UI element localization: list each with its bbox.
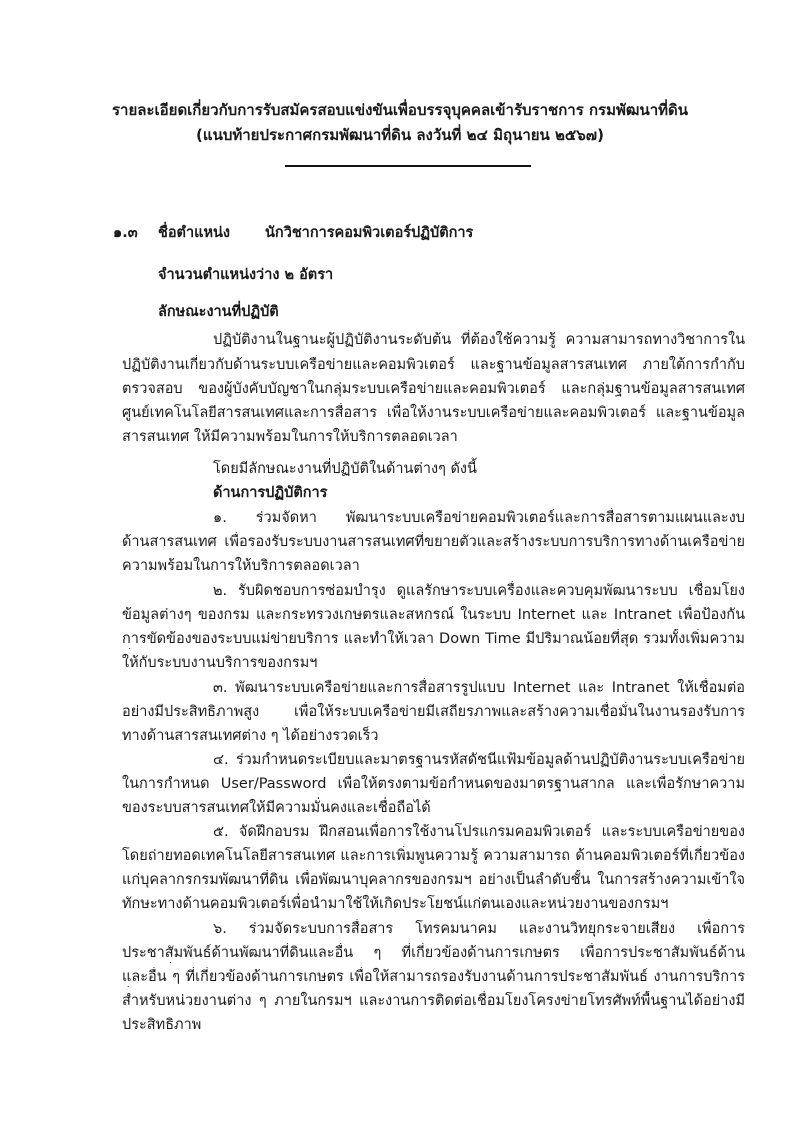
text-line: ความพร้อมในการให้บริการตลอดเวลา xyxy=(122,558,360,574)
section-heading: ด้านการปฏิบัติการ xyxy=(213,485,328,501)
position-label: ชื่อตำแหน่ง xyxy=(158,225,231,241)
text-line: ทางด้านสารสนเทศต่าง ๆ ได้อย่างรวดเร็ว xyxy=(122,728,379,744)
text-line: ๔. ร่วมกำหนดระเบียบและมาตรฐานรหัสดัชนีแฟ้มข้อมูลด้านปฏิบัติงานระบบเครือข่าย xyxy=(213,752,745,768)
vacancy-count: จำนวนตำแหน่งว่าง ๒ อัตรา xyxy=(158,267,334,283)
text-line: ปฏิบัติงานเกี่ยวกับด้านระบบเครือข่ายและคอมพิวเตอร์ และฐานข้อมูลสารสนเทศ ภายใต้การกำกับ xyxy=(122,357,745,373)
text-line: แก่บุคลากรกรมพัฒนาที่ดิน เพื่อพัฒนาบุคลากรของกรมฯ อย่างเป็นลำดับชั้น ในการสร้างความเข้าใจ xyxy=(122,872,745,888)
text-line: สารสนเทศ ให้มีความพร้อมในการให้บริการตลอดเวลา xyxy=(122,429,458,445)
text-line: ประชาสัมพันธ์ด้านพัฒนาที่ดินและอื่น ๆ ที่เกี่ยวข้องด้านการเกษตร เพื่อการประชาสัมพันธ์ด้าน xyxy=(122,945,745,961)
text-line: ตรวจสอบ ของผู้บังคับบัญชาในกลุ่มระบบเครือข่ายและคอมพิวเตอร์ และกลุ่มฐานข้อมูลสารสนเทศ xyxy=(122,381,745,397)
duties-by-line: โดยมีลักษณะงานที่ปฏิบัติในด้านต่างๆ ดังนี้ xyxy=(213,461,477,477)
text-line: ข้อมูลต่างๆ ของกรม และกระทรวงเกษตรและสหกรณ์ ในระบบ Internet และ Intranet เพื่อป้องกัน xyxy=(122,607,745,623)
text-line: ทักษะทางด้านคอมพิวเตอร์เพื่อนำมาใช้ให้เกิดประโยชน์แก่ตนเองและหน่วยงานของกรมฯ xyxy=(122,896,669,912)
text-line: และอื่น ๆ ที่เกี่ยวข้องด้านการเกษตร เพื่อให้สามารถรองรับงานด้านการประชาสัมพันธ์ งานการบริการ xyxy=(122,969,745,985)
text-line: ศูนย์เทคโนโลยีสารสนเทศและการสื่อสาร เพื่อให้งานระบบเครือข่ายและคอมพิวเตอร์ และฐานข้อมูล xyxy=(122,405,745,421)
text-line: โดยถ่ายทอดเทคโนโลยีสารสนเทศ และการเพิ่มพูนความรู้ ความสามารถ ด้านคอมพิวเตอร์ที่เกี่ยวข้อง xyxy=(122,848,745,864)
text-line: สำหรับหน่วยงานต่าง ๆ ภายในกรมฯ และงานการติดต่อเชื่อมโยงโครงข่ายโทรศัพท์พื้นฐานได้อย่างมี xyxy=(122,993,745,1009)
text-line: ๕. จัดฝึกอบรม ฝึกสอนเพื่อการใช้งานโปรแกรมคอมพิวเตอร์ และระบบเครือข่ายของ xyxy=(213,824,745,840)
text-line: ปฏิบัติงานในฐานะผู้ปฏิบัติงานระดับต้น ที่ต้องใช้ความรู้ ความสามารถทางวิชาการใน xyxy=(213,332,745,348)
title-divider xyxy=(285,165,531,167)
document-subtitle: (แนบท้ายประกาศกรมพัฒนาที่ดิน ลงวันที่ ๒๔ มิถุนายน ๒๕๖๗) xyxy=(196,126,604,144)
document-title: รายละเอียดเกี่ยวกับการรับสมัครสอบแข่งขันเพื่อบรรจุบุคคลเข้ารับราชการ กรมพัฒนาที่ดิน xyxy=(112,101,688,119)
text-line: ๖. ร่วมจัดระบบการสื่อสาร โทรคมนาคม และงานวิทยุกระจายเสียง เพื่อการ xyxy=(213,921,745,937)
text-line: ๓. พัฒนาระบบเครือข่ายและการสื่อสารรูปแบบ Internet และ Intranet ให้เชื่อมต่อ xyxy=(213,680,745,696)
text-line: อย่างมีประสิทธิภาพสูง เพื่อให้ระบบเครือข่ายมีเสถียรภาพและสร้างความเชื่อมั่นในงานรองรับการ xyxy=(122,704,745,720)
text-line: ด้านสารสนเทศ เพื่อรองรับระบบงานสารสนเทศที่ขยายตัวและสร้างระบบการบริการทางด้านเครือข่าย xyxy=(122,534,745,550)
position-number: ๑.๓ xyxy=(113,225,138,241)
position-title: นักวิชาการคอมพิวเตอร์ปฏิบัติการ xyxy=(265,225,474,241)
text-line: การขัดข้องของระบบแม่ข่ายบริการ และทำให้เวลา Down Time มีปริมาณน้อยที่สุด รวมทั้งเพิ่มความ xyxy=(122,631,745,647)
duties-heading: ลักษณะงานที่ปฏิบัติ xyxy=(158,304,279,320)
text-line: ของระบบสารสนเทศให้มีความมั่นคงและเชื่อถือได้ xyxy=(122,800,431,816)
text-line: ประสิทธิภาพ xyxy=(122,1017,202,1033)
text-line: ให้กับระบบงานบริการของกรมฯ xyxy=(122,655,318,671)
text-line: ๑. ร่วมจัดหา พัฒนาระบบเครือข่ายคอมพิวเตอร์และการสื่อสารตามแผนและงบ xyxy=(213,510,745,526)
text-line: ในการกำหนด User/Password เพื่อให้ตรงตามข้อกำหนดของมาตรฐานสากล และเพื่อรักษาความ xyxy=(122,776,745,792)
text-line: ๒. รับผิดชอบการซ่อมบำรุง ดูแลรักษาระบบเครื่องและควบคุมพัฒนาระบบ เชื่อมโยง xyxy=(213,583,745,599)
